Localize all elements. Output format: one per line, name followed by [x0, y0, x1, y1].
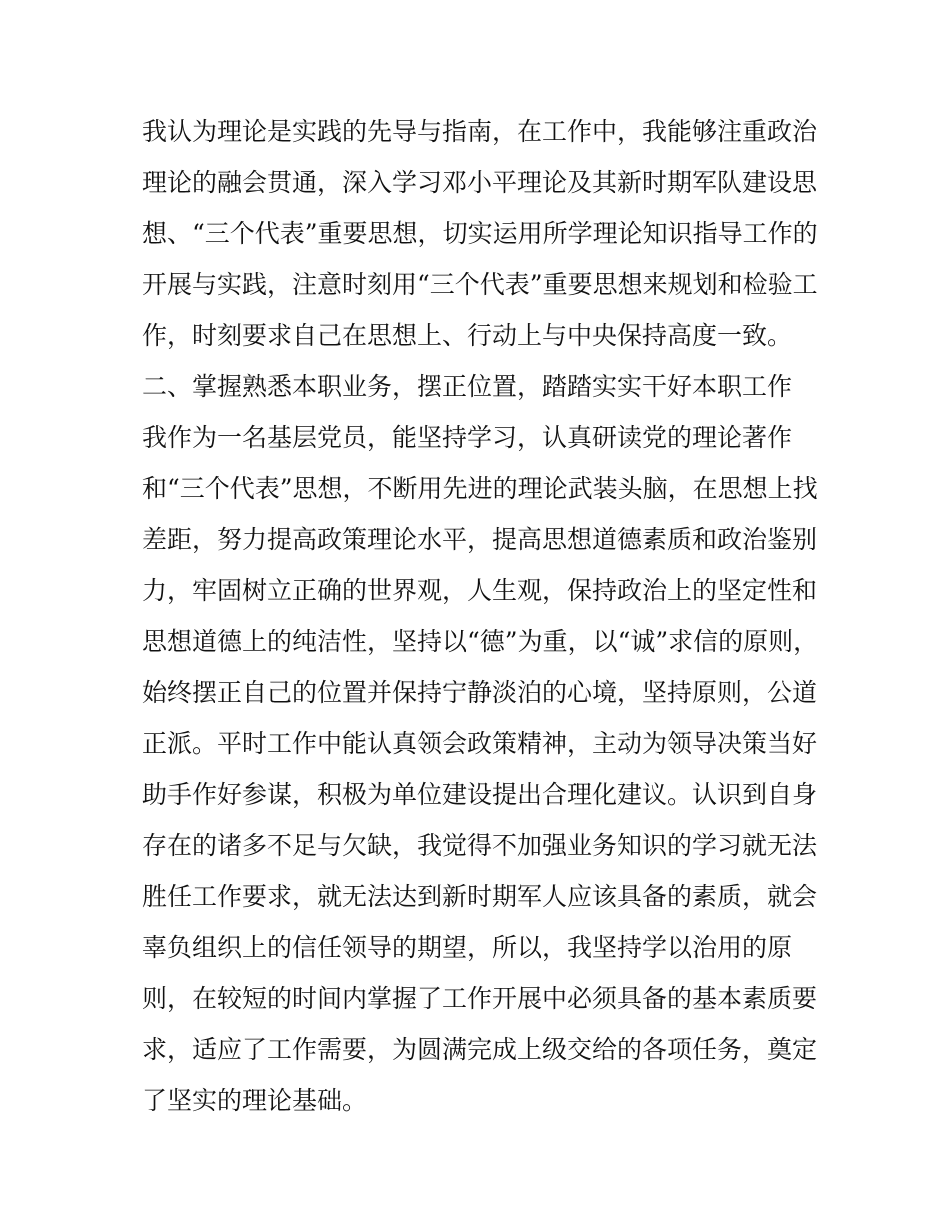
- section-heading: 二、掌握熟悉本职业务，摆正位置，踏踏实实干好本职工作: [142, 372, 793, 401]
- text-line: 辜负组织上的信任领导的期望，所以，我坚持学以治用的原: [142, 933, 793, 962]
- text-line: 了坚实的理论基础。: [142, 1086, 368, 1115]
- text-line: 存在的诸多不足与欠缺，我觉得不加强业务知识的学习就无法: [142, 831, 818, 860]
- text-line: 想、“三个代表”重要思想，切实运用所学理论知识指导工作的: [142, 219, 818, 248]
- text-line: 始终摆正自己的位置并保持宁静淡泊的心境，坚持原则，公道: [142, 678, 818, 707]
- text-line: 力，牢固树立正确的世界观，人生观，保持政治上的坚定性和: [142, 576, 818, 605]
- text-line: 正派。平时工作中能认真领会政策精神，主动为领导决策当好: [142, 729, 818, 758]
- text-line: 胜任工作要求，就无法达到新时期军人应该具备的素质，就会: [142, 882, 818, 911]
- text-line: 开展与实践，注意时刻用“三个代表”重要思想来规划和检验工: [142, 270, 818, 299]
- body-text: [142, 106, 822, 1126]
- text-line: 求，适应了工作需要，为圆满完成上级交给的各项任务，奠定: [142, 1035, 818, 1064]
- text-line: 我作为一名基层党员，能坚持学习，认真研读党的理论著作: [142, 423, 793, 452]
- text-line: 和“三个代表”思想，不断用先进的理论武装头脑，在思想上找: [142, 474, 818, 503]
- text-line: 思想道德上的纯洁性，坚持以“德”为重，以“诚”求信的原则，: [142, 627, 819, 656]
- text-line: 差距，努力提高政策理论水平，提高思想道德素质和政治鉴别: [142, 525, 818, 554]
- text-line: 助手作好参谋，积极为单位建设提出合理化建议。认识到自身: [142, 780, 818, 809]
- text-line: 理论的融会贯通，深入学习邓小平理论及其新时期军队建设思: [142, 168, 818, 197]
- text-line: 作，时刻要求自己在思想上、行动上与中央保持高度一致。: [142, 321, 793, 350]
- text-line: 则，在较短的时间内掌握了工作开展中必须具备的基本素质要: [142, 984, 818, 1013]
- text-line: 我认为理论是实践的先导与指南，在工作中，我能够注重政治: [142, 117, 818, 146]
